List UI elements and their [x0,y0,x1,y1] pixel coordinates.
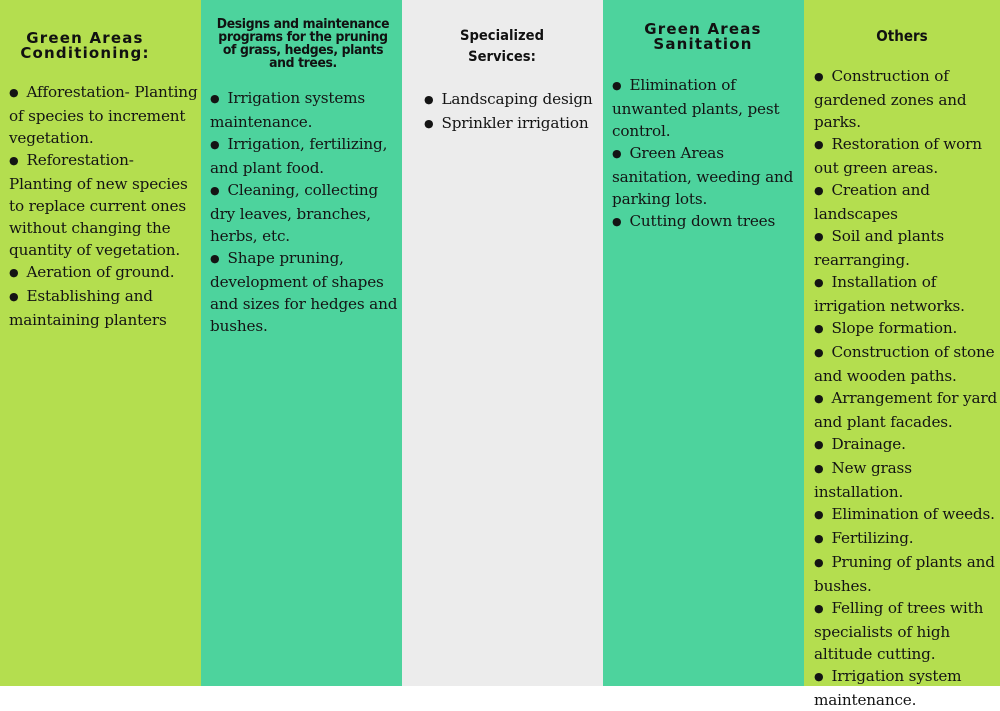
list-item: ● New grass installation. [814,457,1000,503]
list-item: ● Slope formation. [814,317,1000,341]
list-item: ● Creation and landscapes [814,179,1000,225]
list-item: ● Irrigation, fertilizing, and plant food. [210,133,400,179]
list-item: ● Felling of trees with specialists of high altitude cutting. [814,597,1000,665]
bullet-list [210,87,400,337]
list-item: ● Installation of irrigation networks. [814,271,1000,317]
list-item: ● Afforestation- Planting of species to increment vegetation. [9,81,199,149]
bullet-list [9,81,199,331]
column-heading: Others [876,27,928,45]
list-item: ● Restoration of worn out green areas. [814,133,1000,179]
list-item: ● Shape pruning, development of shapes and sizes for hedges and bushes. [210,247,400,337]
column-green-areas-sanitation [603,0,804,686]
column-heading: Green Areas Conditioning: [20,29,150,62]
column-heading: Green Areas Sanitation [644,20,762,53]
column-others [804,0,1000,709]
list-item: ● Elimination of weeds. [814,503,1000,527]
column-green-areas-conditioning [0,0,201,686]
bullet-list [612,74,802,234]
list-item: ● Elimination of unwanted plants, pest control. [612,74,802,142]
list-item: ● Construction of stone and wooden paths. [814,341,1000,387]
list-item: ● Cleaning, collecting dry leaves, branches, herbs, etc. [210,179,400,247]
list-item: ● Soil and plants rearranging. [814,225,1000,271]
list-item: ● Irrigation systems maintenance. [210,87,400,133]
list-item: ● Green Areas sanitation, weeding and parking lots. [612,142,802,210]
list-item: ● Arrangement for yard and plant facades. [814,387,1000,433]
list-item: ● Fertilizing. [814,527,1000,551]
bullet-list [814,65,1000,711]
list-item: ● Cutting down trees [612,210,802,234]
column-maintenance-programs [201,0,402,686]
list-item: ● Establishing and maintaining planters [9,285,199,331]
list-item: ● Pruning of plants and bushes. [814,551,1000,597]
column-specialized-services [402,0,603,686]
column-heading: Specialized Services: [459,28,545,65]
list-item: ● Reforestation- Planting of new species to replace current ones without changing the quantity of vegetation. [9,149,199,261]
bullet-list [424,88,602,136]
list-item: ● Drainage. [814,433,1000,457]
list-item: ● Aeration of ground. [9,261,199,285]
list-item: ● Landscaping design [424,88,602,112]
list-item: ● Irrigation system maintenance. [814,665,1000,711]
list-item: ● Construction of gardened zones and parks. [814,65,1000,133]
list-item: ● Sprinkler irrigation [424,112,602,136]
column-heading: Designs and maintenance programs for the pruning of grass, hedges, plants and trees. [216,16,390,71]
